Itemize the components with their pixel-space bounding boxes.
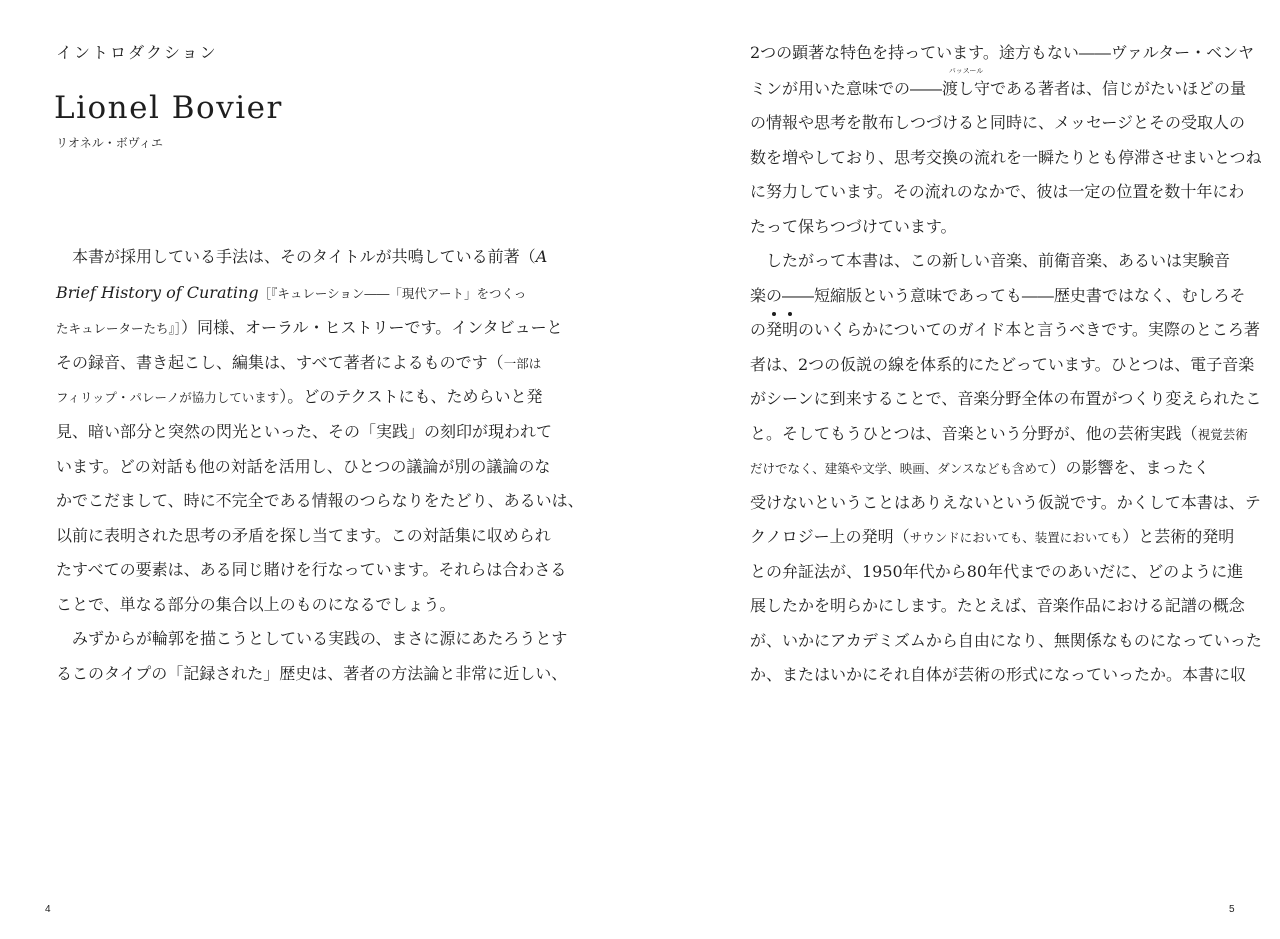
text-run: である著者は、信じがたいほどの量 <box>990 79 1247 98</box>
body-line: が、いかにアカデミズムから自由になり、無関係なものになっていった <box>750 631 1262 650</box>
ruby-word <box>942 67 991 100</box>
body-line: るこのタイプの「記録された」歴史は、著者の方法論と非常に近しい、 <box>56 664 568 683</box>
body-line <box>750 423 1248 445</box>
parenthetical-note: だけでなく、建築や文学、映画、ダンスなども含めて <box>750 461 1050 476</box>
parenthetical-note: 一部は <box>503 356 542 371</box>
body-line <box>750 526 1234 548</box>
body-line: 楽の――短縮版という意味であっても――歴史書ではなく、むしろそ <box>750 286 1246 305</box>
body-line: たすべての要素は、ある同じ賭けを行なっています。それらは合わさる <box>56 560 567 579</box>
book-title: Brief History of Curating <box>56 283 259 302</box>
body-line: 数を増やしており、思考交換の流れを一瞬たりとも停滞させまいとつね <box>750 148 1262 167</box>
body-line: 2つの顕著な特色を持っています。途方もない――ヴァルター・ベンヤ <box>750 43 1255 62</box>
section-label: イントロダクション <box>56 43 218 62</box>
ruby-base: 渡し守 <box>942 79 991 98</box>
body-line: 以前に表明された思考の矛盾を探し当てます。この対話集に収められ <box>56 526 551 545</box>
emphasis-dot <box>788 312 792 316</box>
text-run: ）の影響を、まったく <box>1049 458 1210 477</box>
italic-run: A <box>535 247 548 266</box>
parenthetical-note: フィリップ・パレーノが協力しています <box>56 390 280 405</box>
body-line: います。どの対話も他の対話を活用し、ひとつの議論が別の議論のな <box>56 457 551 476</box>
text-run: その録音、書き起こし、編集は、すべて著者によるものです（ <box>56 353 504 372</box>
body-line: の情報や思考を散布しつづけると同時に、メッセージとその受取人の <box>750 113 1246 132</box>
body-line <box>750 67 1247 100</box>
text-run: ミンが用いた意味での―― <box>750 79 943 98</box>
ruby-annotation: パッスール <box>948 67 984 75</box>
body-line: との弁証法が、1950年代から80年代までのあいだに、どのように進 <box>750 562 1244 581</box>
parenthetical-note: サウンドにおいても、装置においても <box>909 530 1123 545</box>
body-line: 者は、2つの仮説の線を体系的にたどっています。ひとつは、電子音楽 <box>750 355 1255 374</box>
author-name: Lionel Bovier <box>54 90 283 126</box>
body-line <box>56 386 542 408</box>
body-line <box>56 282 526 304</box>
body-line: 受けないということはありえないという仮説です。かくして本書は、テ <box>750 493 1261 512</box>
body-line: の発明のいくらかについてのガイド本と言うべきです。実際のところ著 <box>750 320 1260 339</box>
translator-note: ［『キュレーション――「現代アート」をつくっ <box>258 286 527 301</box>
text-run: ）同様、オーラル・ヒストリーです。インタビューと <box>181 318 563 337</box>
text-run: クノロジー上の発明（ <box>750 527 910 546</box>
page-number: 5 <box>1229 904 1235 915</box>
body-line <box>56 317 563 339</box>
body-line: かでこだまして、時に不完全である情報のつらなりをたどり、あるいは、 <box>56 491 584 510</box>
body-line: ことで、単なる部分の集合以上のものになるでしょう。 <box>56 595 456 614</box>
translator-note: たキュレーターたち』］ <box>56 321 182 336</box>
text-run: 本書が採用している手法は、そのタイトルが共鳴している前著（ <box>72 247 536 266</box>
body-line: みずからが輪郭を描こうとしている実践の、まさに源にあたろうとす <box>72 629 568 648</box>
body-line: たって保ちつづけています。 <box>750 217 957 236</box>
text-run: と。そしてもうひとつは、音楽という分野が、他の芸術実践（ <box>750 424 1198 443</box>
body-line: 展したかを明らかにします。たとえば、音楽作品における記譜の概念 <box>750 596 1245 615</box>
body-line <box>750 457 1210 479</box>
body-line: 見、暗い部分と突然の閃光といった、その「実践」の刻印が現われて <box>56 422 553 441</box>
page-number: 4 <box>45 904 51 915</box>
body-line: か、またはいかにそれ自体が芸術の形式になっていったか。本書に収 <box>750 665 1247 684</box>
body-line <box>56 352 541 374</box>
text-run: ）と芸術的発明 <box>1122 527 1235 546</box>
text-run: ）。どのテクストにも、ためらいと発 <box>279 387 543 406</box>
body-line: したがって本書は、この新しい音楽、前衛音楽、あるいは実験音 <box>766 251 1231 270</box>
author-kana: リオネル・ボヴィエ <box>56 136 164 150</box>
parenthetical-note: 視覚芸術 <box>1197 427 1248 442</box>
body-line <box>72 246 547 268</box>
body-line: がシーンに到来することで、音楽分野全体の布置がつくり変えられたこ <box>750 389 1262 408</box>
emphasis-dot <box>772 312 776 316</box>
body-line: に努力しています。その流れのなかで、彼は一定の位置を数十年にわ <box>750 182 1245 201</box>
